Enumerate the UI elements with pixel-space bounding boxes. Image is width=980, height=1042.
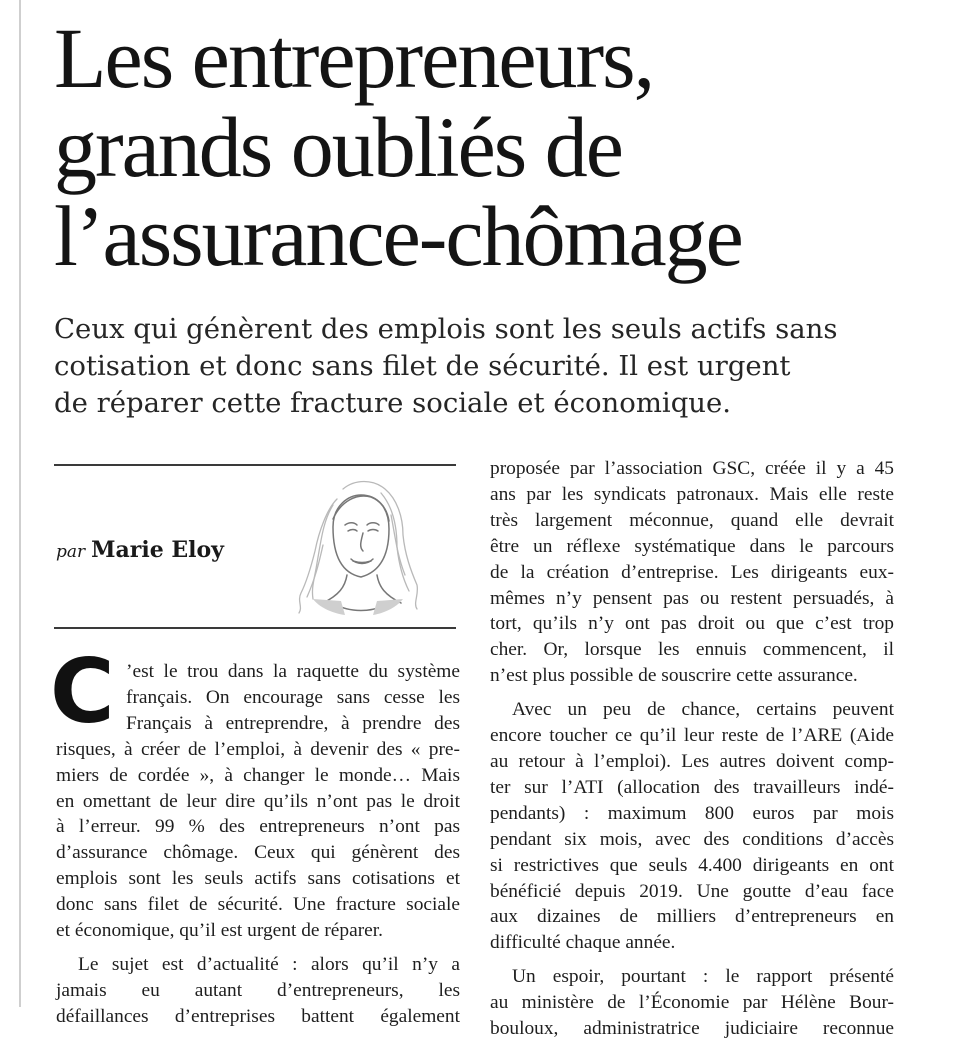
- author-portrait: [293, 475, 423, 620]
- text-line: et économique, qu’il est urgent de réparer.: [56, 920, 384, 942]
- text-line: de la création d’entreprise. Les dirigeants eux-: [490, 561, 894, 583]
- text-line: pendant six mois, avec des conditions d’accès: [490, 828, 894, 850]
- text-line: en omettant de leur dire qu’ils n’ont pas le droit: [56, 790, 460, 812]
- text-line: être un réflexe systématique dans le parcours: [490, 535, 894, 557]
- text-line: jamais eu autant d’entrepreneurs, les: [56, 979, 460, 1001]
- page-margin-rule: [19, 0, 21, 1007]
- standfirst-line: Ceux qui génèrent des emplois sont les seuls actifs sans: [54, 313, 838, 345]
- text-line: au retour à l’emploi). Les autres doivent comp-: [490, 750, 894, 772]
- text-line: Le sujet est d’actualité : alors qu’il n’y a: [78, 953, 460, 975]
- text-line: Avec un peu de chance, certains peuvent: [512, 699, 894, 721]
- byline-top-rule: [54, 464, 456, 466]
- byline: [56, 536, 224, 566]
- text-line: n’est plus possible de souscrire cette assurance.: [490, 665, 858, 687]
- text-line: encore toucher ce qu’il leur reste de l’ARE (Aide: [490, 725, 894, 747]
- text-line: ans par les syndicats patronaux. Mais elle reste: [490, 483, 894, 505]
- text-line: aux dizaines de milliers d’entrepreneurs en: [490, 906, 894, 928]
- text-line: d’assurance chômage. Ceux qui génèrent des: [56, 842, 460, 864]
- text-line: à l’erreur. 99 % des entrepreneurs n’ont pas: [56, 816, 460, 838]
- author-name: Marie Eloy: [91, 537, 224, 563]
- text-line: ter sur l’ATI (allocation des travailleurs indé-: [490, 776, 894, 798]
- text-line: bouloux, administratrice judiciaire reconnue: [490, 1018, 894, 1040]
- text-line: Un espoir, pourtant : le rapport présenté: [512, 966, 894, 988]
- headline-line: grands oubliés de: [54, 99, 622, 195]
- text-line: miers de cordée », à changer le monde… Mais: [56, 764, 460, 786]
- text-line: si restrictives que seuls 4.400 dirigeants en ont: [490, 854, 894, 876]
- text-line: Français à entreprendre, à prendre des: [126, 712, 460, 734]
- text-line: difficulté chaque année.: [490, 932, 676, 954]
- article-headline: [54, 10, 954, 284]
- text-line: français. On encourage sans cesse les: [126, 686, 460, 708]
- text-line: emplois sont les seuls actifs sans cotisations et: [56, 868, 460, 890]
- byline-prefix: par: [56, 542, 86, 562]
- text-line: tort, qu’ils n’y ont pas droit ou que c’est trop: [490, 613, 894, 635]
- text-line: au ministère de l’Économie par Hélène Bour-: [490, 992, 894, 1014]
- text-line: défaillances d’entreprises battent également: [56, 1005, 460, 1027]
- byline-bottom-rule: [54, 627, 456, 629]
- article-column-left: [50, 640, 460, 1030]
- standfirst-line: cotisation et donc sans filet de sécurité. Il est urgent: [54, 350, 791, 382]
- text-line: donc sans filet de sécurité. Une fracture sociale: [56, 894, 460, 916]
- standfirst-line: de réparer cette fracture sociale et économique.: [54, 387, 732, 419]
- text-line: ’est le trou dans la raquette du système: [126, 661, 460, 682]
- text-line: bénéficié depuis 2019. Une goutte d’eau face: [490, 880, 894, 902]
- text-line: pendants) : maximum 800 euros par mois: [490, 802, 894, 824]
- text-line: cher. Or, lorsque les ennuis commencent, il: [490, 639, 894, 661]
- drop-cap: C: [50, 640, 115, 743]
- headline-line: l’assurance-chômage: [54, 188, 742, 284]
- text-line: mêmes n’y pensent pas ou restent persuadés, à: [490, 587, 894, 609]
- text-line: très largement méconnue, quand elle devrait: [490, 509, 894, 531]
- article-standfirst: [54, 311, 934, 422]
- headline-line: Les entrepreneurs,: [54, 10, 654, 106]
- text-line: risques, à créer de l’emploi, à devenir des « pre-: [56, 738, 460, 760]
- article-column-right: [490, 456, 894, 1042]
- text-line: proposée par l’association GSC, créée il y a 45: [490, 458, 894, 479]
